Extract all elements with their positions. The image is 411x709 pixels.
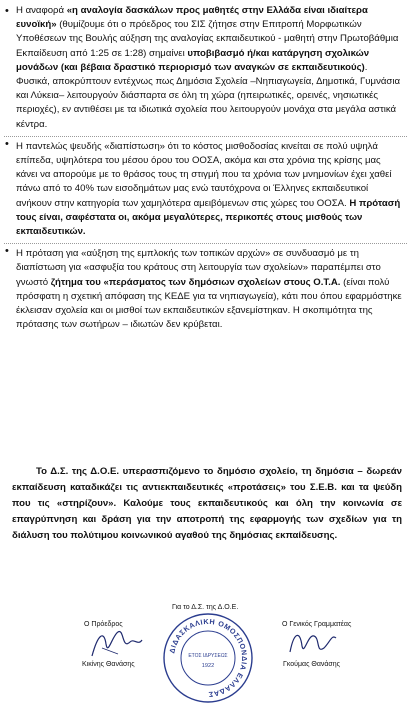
secretary-signature <box>286 626 338 660</box>
text-run: Η αναφορά <box>16 5 67 16</box>
svg-text:ΔΙΔΑΣΚΑΛΙΚΗ ΟΜΟΣΠΟΝΔΙΑ ΕΛΛΑΔΑΣ: ΔΙΔΑΣΚΑΛΙΚΗ ΟΜΟΣΠΟΝΔΙΑ ΕΛΛΑΔΑΣ <box>167 616 250 700</box>
bullet-dot-icon: • <box>5 245 9 258</box>
secretary-name: Γκούμας Θανάσης <box>283 661 341 668</box>
president-name: Κικίνης Θανάσης <box>82 661 135 668</box>
bullet-dot-icon: • <box>5 5 9 17</box>
bold-text: υποβιβασμό ή/και κατάργηση σχολικών μονάδων (και βέβαια δραστικό περιορισμό των αναγκών σε εκπαιδευτικούς) <box>16 47 370 73</box>
closing-paragraph: Το Δ.Σ. της Δ.Ο.Ε. υπερασπιζόμενο το δημόσιο σχολείο, τη δημόσια – δωρεάν εκπαίδευση καταδικάζει τις αντιεκπαιδευτικές «προτάσεις» του Σ.Ε.Β. και τα ψεύδη που τις «στηρίζουν». Καλούμε τους εκπαιδευτικούς και όλη την κοινωνία σε επαγρύπνηση και δράση για την αποτροπή της εφαρμογής των σχεδίων για τη διάλυση του πολύτιμου κοινωνικού αγαθού της δημόσιας εκπαίδευσης. <box>12 466 402 541</box>
bold-text: Η πρότασή τους είναι, σαφέστατα οι, ακόμα μεγαλύτερες, περικοπές στους μισθούς των εκπαιδευτικών. <box>16 197 401 238</box>
text-run: (είναι πολύ πρόσφατη η σχετική απόφαση της ΚΕΔΕ για τα νηπιαγωγεία), κάτι που όπου εφαρμόστηκε έκλεισαν σχολεία και οι μισθοί των εκπαιδευτικών εξανεμίστηκαν. Η σκοπιμότητα της πρότασης των σωτήρων – ιδιωτών δεν κρύβεται. <box>16 276 402 331</box>
bold-text: «η αναλογία δασκάλων προς μαθητές στην Ελλάδα είναι ιδιαίτερα ευνοϊκή» <box>16 5 368 31</box>
svg-text:1922: 1922 <box>201 663 215 669</box>
bullet-item <box>4 136 407 239</box>
bold-text: ζήτημα του «περάσματος των δημόσιων σχολείων στους Ο.Τ.Α. <box>50 276 341 288</box>
svg-text:ΕΤΟΣ ΙΔΡΥΣΕΩΣ: ΕΤΟΣ ΙΔΡΥΣΕΩΣ <box>188 653 228 659</box>
bullet-item <box>4 243 407 332</box>
secretary-role: Ο Γενικός Γραμματέας <box>282 621 352 628</box>
text-run: Η πρόταση για «αύξηση της εμπλοκής των τοπικών αρχών» σε συνδυασμό με τη διαπίστωση για «ασφυξία του κράτους στη λειτουργία των σχολείων» παραπέμπει στο γνωστό <box>16 248 381 288</box>
text-run: Η παντελώς ψευδής «διαπίστωση» ότι το κόστος μισθοδοσίας κινείται σε πολύ υψηλά επίπεδα, υψηλότερα του μέσου όρου του ΟΟΣΑ, ακόμα και στα χρόνια της κρίσης μας κάνει να απορούμε με το θράσος τους τη στιγμή που τα χρόνια των μνημονίων έχει χαθεί πάνω από το 40% των εισοδημάτων μας ενώ ταυτόχρονα οι Έλληνες εκπαιδευτικοί ανήκουν στην κατηγορία των χαμηλότερα αμειβόμενων στις χώρες του ΟΟΣΑ. <box>16 140 392 209</box>
federation-stamp-icon <box>160 610 256 706</box>
president-signature <box>88 626 144 662</box>
signature-block <box>0 600 411 709</box>
text-run: (θυμίζουμε ότι ο πρόεδρος του ΣΙΣ ζήτησε στην Επιτροπή Μορφωτικών Υποθέσεων της Βουλής αύξηση της αναλογίας εκπαιδευτικού - μαθητή στην Πρωτοβάθμια Εκπαίδευση από 1:25 σε 1:28) σημαίνει <box>16 19 399 59</box>
president-role: Ο Πρόεδρος <box>84 621 123 628</box>
text-run: . Φυσικά, αποκρύπτουν εντέχνως πως Δημόσια Σχολεία –Νηπιαγωγεία, Δημοτικά, Γυμνάσια και Λύκεια– λειτουργούν διάσπαρτα σε όλη τη χώρα (ηπειρωτικές, ορεινές, νησιωτικές περιοχές), εν αντιθέσει με τα ιδιωτικά σχολεία που λειτουργούν μονάχα στα μεγάλα αστικά κέντρα. <box>16 61 401 130</box>
bullet-dot-icon: • <box>5 137 9 150</box>
for-board-label: Για το Δ.Σ. της Δ.Ο.Ε. <box>172 604 239 611</box>
bullet-item <box>4 4 407 132</box>
bullet-list <box>4 4 407 332</box>
